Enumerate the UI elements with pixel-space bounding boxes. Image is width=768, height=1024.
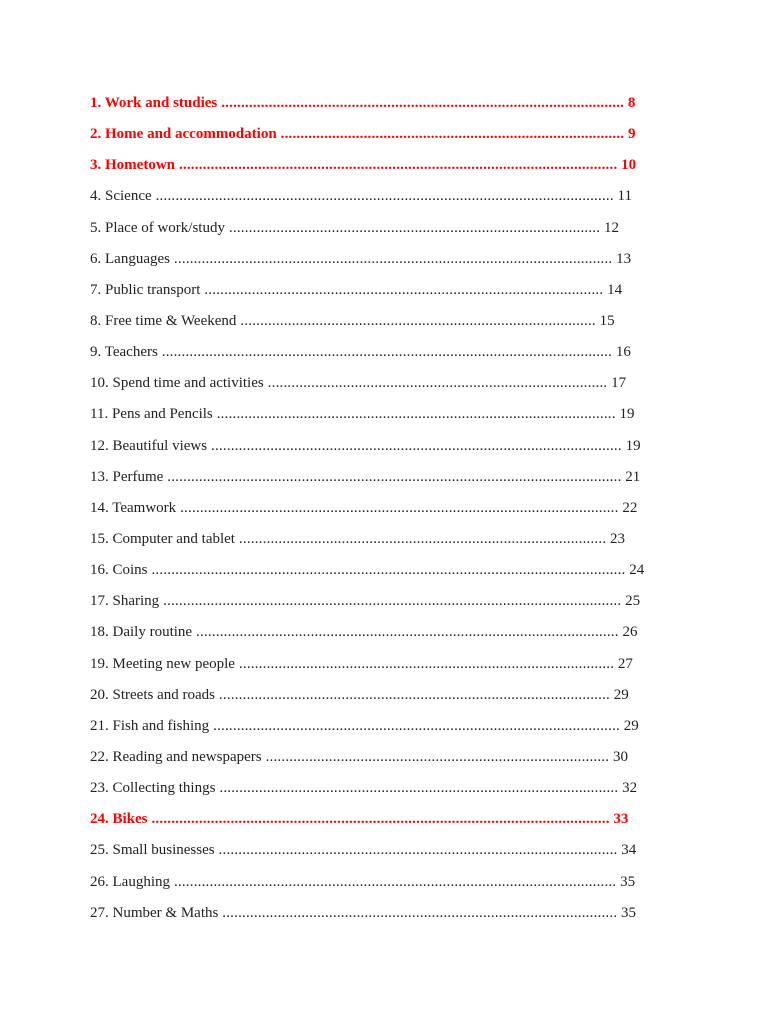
toc-entry-title: 19. Meeting new people [90,655,235,672]
toc-entry-title: 12. Beautiful views [90,437,208,454]
toc-entry-10[interactable] [90,369,690,400]
toc-entry-title: 13. Perfume [90,468,164,485]
toc-entry-15[interactable] [90,525,690,556]
toc-entry-17[interactable] [90,587,690,618]
toc-page-number: 26 [618,624,638,641]
toc-dot-leader: ................................................................................................................ [170,873,617,890]
toc-entry-12[interactable] [90,432,690,463]
toc-entry-title: 2. Home and accommodation [90,126,277,143]
toc-entry-24[interactable] [90,805,690,836]
toc-page-number: 29 [609,686,629,703]
toc-page-number: 34 [617,842,637,859]
toc-entry-27[interactable] [90,899,690,930]
toc-entry-6[interactable] [90,245,690,276]
toc-page-number: 24 [625,562,645,579]
toc-entry-4[interactable] [90,182,690,213]
toc-dot-leader: ........................................................................................................................ [147,562,626,579]
toc-entry-title: 15. Computer and tablet [90,530,235,547]
toc-entry-title: 4. Science [90,188,152,205]
toc-dot-leader: .................................................................................................................... [147,811,610,828]
toc-page-number: 8 [624,95,636,111]
toc-dot-leader: ....................................................................................... [261,748,610,765]
toc-page-number: 10 [617,157,637,174]
toc-entry-title: 7. Public transport [90,281,201,298]
toc-dot-leader: ...................................................................................... [263,375,608,392]
toc-dot-leader: ................................................................................................................... [163,468,622,485]
toc-dot-leader: ............................................................................................... [234,655,615,672]
toc-entry-title: 16. Coins [90,562,148,579]
toc-dot-leader: .................................................................................................................... [159,593,622,610]
toc-entry-title: 27. Number & Maths [90,904,219,921]
toc-dot-leader: ............................................................................................................... [175,157,618,174]
toc-entry-title: 26. Laughing [90,873,170,890]
toc-entry-title: 21. Fish and fishing [90,717,210,734]
toc-entry-16[interactable] [90,556,690,587]
toc-entry-8[interactable] [90,307,690,338]
toc-page-number: 9 [624,126,636,143]
toc-page-number: 21 [621,468,641,485]
toc-dot-leader: ..................................................................................................... [200,281,604,298]
toc-page-number: 17 [607,375,627,392]
toc-dot-leader: .................................................................................................... [218,904,618,921]
toc-dot-leader: ....................................................................................... [276,126,625,143]
toc-page-number: 35 [616,873,636,890]
toc-entry-title: 18. Daily routine [90,624,193,641]
toc-dot-leader: ............................................................................................................... [176,499,619,516]
toc-page-number: 14 [603,281,623,298]
toc-entry-1[interactable] [90,89,690,120]
toc-entry-20[interactable] [90,681,690,712]
toc-entry-title: 17. Sharing [90,593,160,610]
toc-dot-leader: ..................................................................................................... [215,780,619,797]
toc-entry-title: 3. Hometown [90,157,175,174]
toc-entry-3[interactable] [90,151,690,182]
toc-entry-5[interactable] [90,214,690,245]
toc-entry-14[interactable] [90,494,690,525]
toc-entry-7[interactable] [90,276,690,307]
toc-entry-21[interactable] [90,712,690,743]
toc-entry-22[interactable] [90,743,690,774]
toc-page-number: 13 [612,250,632,267]
toc-page-number: 27 [614,655,633,672]
toc-entry-title: 6. Languages [90,250,170,267]
toc-page-number: 35 [617,904,637,921]
toc-entry-title: 25. Small businesses [90,842,215,859]
toc-dot-leader: ..................................................................................................... [212,406,616,423]
toc-dot-leader: ..................................................................................................... [214,842,618,859]
toc-page-number: 25 [621,593,641,610]
toc-entry-9[interactable] [90,338,690,369]
toc-entry-title: 10. Spend time and activities [90,375,264,392]
toc-page-number: 30 [609,748,628,765]
toc-dot-leader: ................................................................................................... [214,686,610,703]
toc-page-number: 19 [615,406,635,423]
toc-page-number: 23 [606,530,626,547]
toc-page-number: 11 [613,188,632,205]
toc-page-number: 16 [612,344,631,361]
toc-entry-title: 24. Bikes [90,811,148,828]
toc-dot-leader: .................................................................................................................. [157,344,613,361]
toc-dot-leader: ........................................................................................................ [207,437,622,454]
toc-entry-13[interactable] [90,463,690,494]
toc-entry-title: 14. Teamwork [90,499,177,516]
toc-entry-title: 1. Work and studies [90,95,218,111]
toc-dot-leader: .......................................................................................... [236,312,596,329]
toc-dot-leader: ...................................................................................................... [217,95,625,111]
table-of-contents [90,89,690,930]
toc-entry-title: 23. Collecting things [90,780,216,797]
toc-entry-title: 20. Streets and roads [90,686,215,703]
toc-entry-25[interactable] [90,836,690,867]
toc-entry-title: 5. Place of work/study [90,219,225,236]
toc-entry-title: 8. Free time & Weekend [90,312,237,329]
toc-dot-leader: ........................................................................................................... [192,624,619,641]
toc-entry-title: 9. Teachers [90,344,158,361]
toc-entry-11[interactable] [90,400,690,431]
toc-page-number: 15 [595,312,615,329]
toc-dot-leader: ....................................................................................................... [209,717,620,734]
toc-dot-leader: ............................................................................................. [234,530,607,547]
toc-entry-18[interactable] [90,618,690,649]
toc-dot-leader: .............................................................................................. [224,219,601,236]
toc-entry-26[interactable] [90,868,690,899]
toc-page-number: 19 [621,437,641,454]
toc-dot-leader: ............................................................................................................... [169,250,613,267]
toc-dot-leader: .................................................................................................................... [151,188,614,205]
toc-page-number: 22 [618,499,638,516]
toc-entry-title: 11. Pens and Pencils [90,406,213,423]
toc-entry-23[interactable] [90,774,690,805]
toc-entry-title: 22. Reading and newspapers [90,748,262,765]
toc-entry-2[interactable] [90,120,690,151]
toc-page-number: 29 [620,717,639,734]
toc-entry-19[interactable] [90,650,690,681]
toc-page-number: 12 [600,219,619,236]
toc-page-number: 32 [618,780,638,797]
toc-page-number: 33 [609,811,629,828]
